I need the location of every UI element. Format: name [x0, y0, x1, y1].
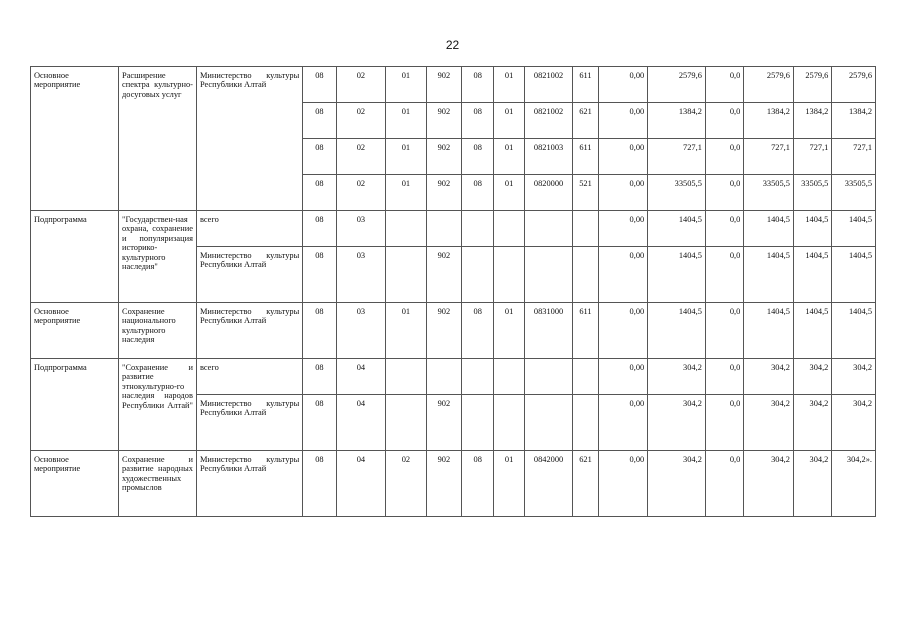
table-cell	[494, 211, 524, 247]
table-cell: 1384,2	[832, 103, 876, 139]
program-name-cell: Расширение спектра культурно-досуговых услуг	[119, 67, 197, 211]
table-cell: 902	[426, 67, 461, 103]
table-cell: 08	[303, 303, 336, 359]
executor-cell: Министерство культуры Республики Алтай	[196, 451, 302, 517]
row-type-cell: Подпрограмма	[31, 211, 119, 303]
executor-cell: Министерство культуры Республики Алтай	[196, 395, 302, 451]
table-cell: 2579,6	[648, 67, 706, 103]
table-cell: 04	[336, 359, 386, 395]
table-cell: 08	[303, 247, 336, 303]
table-cell: 1404,5	[832, 211, 876, 247]
table-cell	[386, 247, 426, 303]
table-cell: 01	[386, 67, 426, 103]
table-cell: 902	[426, 303, 461, 359]
executor-cell: всего	[196, 359, 302, 395]
table-cell: 304,2	[793, 451, 831, 517]
table-cell: 304,2	[744, 451, 794, 517]
table-cell: 0,0	[705, 139, 743, 175]
table-cell: 08	[462, 451, 494, 517]
table-cell: 611	[573, 303, 598, 359]
table-cell: 01	[494, 303, 524, 359]
table-cell: 902	[426, 103, 461, 139]
executor-cell: всего	[196, 211, 302, 247]
table-cell: 611	[573, 67, 598, 103]
table-cell: 304,2	[648, 359, 706, 395]
table-cell: 0831000	[524, 303, 573, 359]
table-cell: 621	[573, 103, 598, 139]
table-cell: 0,0	[705, 359, 743, 395]
table-cell: 33505,5	[648, 175, 706, 211]
table-cell: 1404,5	[744, 211, 794, 247]
program-name-cell: "Государствен-ная охрана, сохранение и популяризация историко-культурного наследия"	[119, 211, 197, 303]
table-cell: 902	[426, 451, 461, 517]
table-cell: 611	[573, 139, 598, 175]
table-cell	[426, 211, 461, 247]
table-cell: 2579,6	[793, 67, 831, 103]
table-cell: 1404,5	[744, 247, 794, 303]
table-cell	[524, 247, 573, 303]
table-cell: 1384,2	[793, 103, 831, 139]
table-cell: 727,1	[744, 139, 794, 175]
page-number: 22	[445, 38, 460, 52]
table-cell: 02	[336, 103, 386, 139]
table-row	[31, 303, 876, 359]
table-cell: 1404,5	[793, 303, 831, 359]
table-cell: 0,00	[598, 103, 648, 139]
table-cell: 33505,5	[744, 175, 794, 211]
table-cell	[462, 359, 494, 395]
table-cell	[573, 211, 598, 247]
table-cell: 01	[386, 139, 426, 175]
table-cell: 0821003	[524, 139, 573, 175]
table-cell: 1404,5	[793, 211, 831, 247]
table-cell	[573, 247, 598, 303]
table-cell: 0,00	[598, 359, 648, 395]
table-cell: 1404,5	[744, 303, 794, 359]
table-cell: 304,2	[648, 395, 706, 451]
table-cell: 33505,5	[832, 175, 876, 211]
table-cell: 902	[426, 139, 461, 175]
row-type-cell: Основное мероприятие	[31, 303, 119, 359]
table-cell: 03	[336, 247, 386, 303]
table-cell: 304,2	[744, 359, 794, 395]
table-row	[31, 359, 876, 395]
table-cell: 03	[336, 211, 386, 247]
table-cell: 1404,5	[648, 303, 706, 359]
table-row	[31, 67, 876, 103]
table-cell: 304,2	[744, 395, 794, 451]
table-cell: 0821002	[524, 67, 573, 103]
table-cell: 0,0	[705, 303, 743, 359]
table-cell: 08	[303, 175, 336, 211]
table-cell: 902	[426, 247, 461, 303]
table-cell: 0,0	[705, 395, 743, 451]
table-cell: 08	[303, 395, 336, 451]
executor-cell: Министерство культуры Республики Алтай	[196, 303, 302, 359]
table-cell: 1404,5	[648, 211, 706, 247]
table-cell	[524, 359, 573, 395]
table-cell: 08	[462, 139, 494, 175]
table-cell: 0,0	[705, 247, 743, 303]
table-cell: 08	[303, 67, 336, 103]
table-row	[31, 211, 876, 247]
table-cell: 2579,6	[744, 67, 794, 103]
table-cell: 01	[494, 139, 524, 175]
row-type-cell: Подпрограмма	[31, 359, 119, 451]
table-cell: 0,00	[598, 175, 648, 211]
table-cell: 1404,5	[832, 247, 876, 303]
table-cell: 0,00	[598, 247, 648, 303]
table-cell: 0842000	[524, 451, 573, 517]
table-cell: 01	[494, 67, 524, 103]
table-cell	[494, 395, 524, 451]
table-cell: 01	[494, 103, 524, 139]
table-cell: 01	[494, 451, 524, 517]
table-cell	[426, 359, 461, 395]
table-cell: 304,2	[648, 451, 706, 517]
table-cell: 0,00	[598, 67, 648, 103]
table-cell: 01	[386, 103, 426, 139]
table-cell	[462, 247, 494, 303]
table-cell	[386, 359, 426, 395]
table-cell: 521	[573, 175, 598, 211]
table-cell: 1384,2	[744, 103, 794, 139]
table-cell: 0821002	[524, 103, 573, 139]
table-cell	[462, 211, 494, 247]
table-cell: 02	[386, 451, 426, 517]
table-cell: 33505,5	[793, 175, 831, 211]
table-cell: 902	[426, 175, 461, 211]
table-cell: 902	[426, 395, 461, 451]
table-cell: 08	[303, 139, 336, 175]
table-cell: 304,2	[793, 395, 831, 451]
table-cell: 727,1	[648, 139, 706, 175]
table-cell: 1404,5	[832, 303, 876, 359]
table-cell: 08	[303, 451, 336, 517]
table-cell: 08	[462, 303, 494, 359]
table-cell	[494, 359, 524, 395]
table-cell: 0,00	[598, 303, 648, 359]
table-cell: 04	[336, 451, 386, 517]
table-cell	[386, 395, 426, 451]
table-cell: 01	[386, 303, 426, 359]
program-name-cell: Сохранение национального культурного наследия	[119, 303, 197, 359]
table-cell: 621	[573, 451, 598, 517]
table-cell: 04	[336, 395, 386, 451]
row-type-cell: Основное мероприятие	[31, 67, 119, 211]
row-type-cell: Основное мероприятие	[31, 451, 119, 517]
table-row	[31, 451, 876, 517]
table-cell: 08	[462, 175, 494, 211]
executor-cell: Министерство культуры Республики Алтай	[196, 67, 302, 211]
table-cell	[524, 395, 573, 451]
table-cell: 02	[336, 175, 386, 211]
table-cell	[573, 359, 598, 395]
budget-table	[30, 66, 876, 517]
table-cell	[462, 395, 494, 451]
table-cell: 727,1	[793, 139, 831, 175]
table-cell	[494, 247, 524, 303]
table-cell: 0,0	[705, 103, 743, 139]
table-cell: 0820000	[524, 175, 573, 211]
table-cell: 02	[336, 67, 386, 103]
table-cell: 304,2	[832, 395, 876, 451]
table-cell	[386, 211, 426, 247]
table-cell: 0,0	[705, 211, 743, 247]
table-cell: 304,2».	[832, 451, 876, 517]
table-cell: 727,1	[832, 139, 876, 175]
table-cell: 01	[494, 175, 524, 211]
table-cell: 1384,2	[648, 103, 706, 139]
table-cell: 08	[303, 211, 336, 247]
table-cell: 08	[303, 359, 336, 395]
table-cell: 01	[386, 175, 426, 211]
table-cell: 03	[336, 303, 386, 359]
table-cell: 02	[336, 139, 386, 175]
table-cell: 0,0	[705, 175, 743, 211]
program-name-cell: Сохранение и развитие народных художественных промыслов	[119, 451, 197, 517]
table-cell: 0,00	[598, 395, 648, 451]
table-cell: 0,0	[705, 67, 743, 103]
executor-cell: Министерство культуры Республики Алтай	[196, 247, 302, 303]
table-cell: 1404,5	[648, 247, 706, 303]
table-cell: 304,2	[832, 359, 876, 395]
table-cell: 0,00	[598, 139, 648, 175]
program-name-cell: "Сохранение и развитие этнокультурно-го наследия народов Республики Алтай"	[119, 359, 197, 451]
table-cell	[573, 395, 598, 451]
table-cell: 0,00	[598, 211, 648, 247]
table-cell	[524, 211, 573, 247]
table-cell: 08	[303, 103, 336, 139]
table-cell: 2579,6	[832, 67, 876, 103]
table-cell: 0,00	[598, 451, 648, 517]
table-cell: 304,2	[793, 359, 831, 395]
table-cell: 08	[462, 67, 494, 103]
table-cell: 08	[462, 103, 494, 139]
table-cell: 0,0	[705, 451, 743, 517]
table-cell: 1404,5	[793, 247, 831, 303]
